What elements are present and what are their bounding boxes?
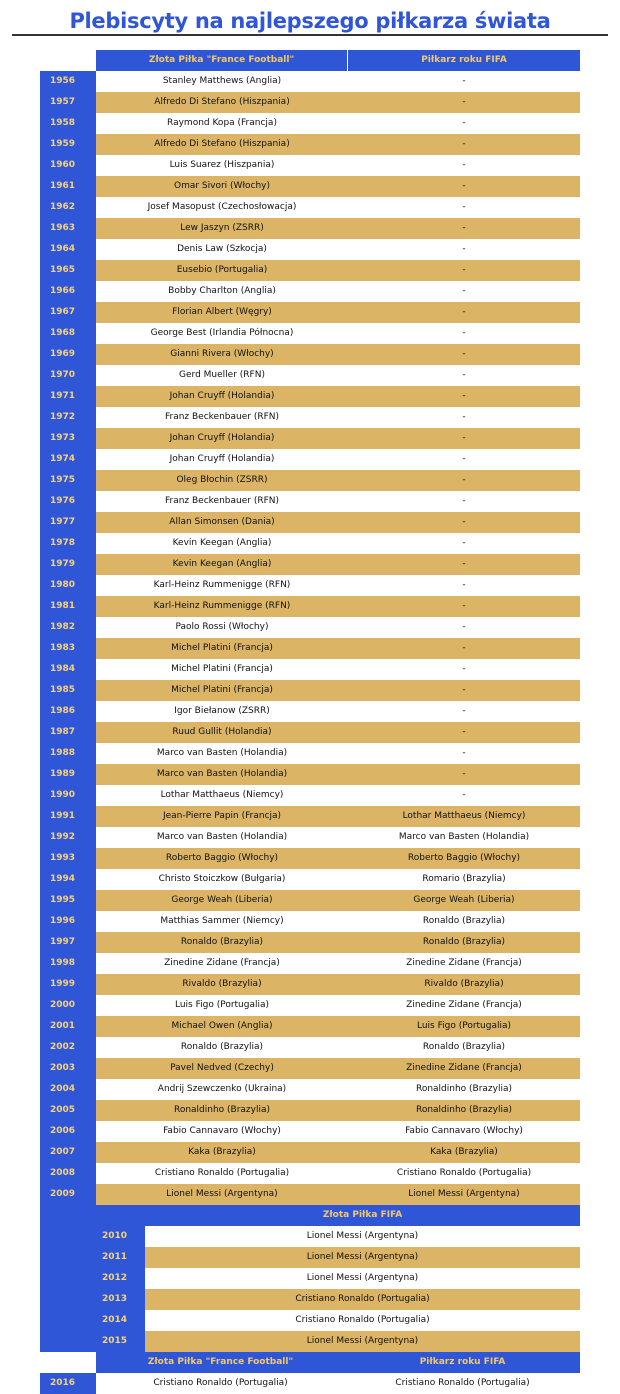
fifa-winner: Lothar Matthaeus (Niemcy): [348, 806, 580, 827]
ballon-dor-winner: Josef Masopust (Czechosłowacja): [96, 197, 348, 218]
year-cell: 1965: [40, 260, 96, 281]
ballon-dor-winner: Omar Sivori (Włochy): [96, 176, 348, 197]
fifa-winner: Ronaldo (Brazylia): [348, 1037, 580, 1058]
ballon-dor-winner: Rivaldo (Brazylia): [96, 974, 348, 995]
fifa-winner: Lionel Messi (Argentyna): [348, 1184, 580, 1205]
fifa-winner: -: [348, 743, 580, 764]
ballon-dor-winner: Pavel Nedved (Czechy): [96, 1058, 348, 1079]
ballon-dor-winner: Marco van Basten (Holandia): [96, 764, 348, 785]
ballon-dor-winner: Kevin Keegan (Anglia): [96, 533, 348, 554]
year-cell: 1996: [40, 911, 96, 932]
fifa-winner: -: [348, 470, 580, 491]
year-cell: 1995: [40, 890, 96, 911]
year-cell: 1993: [40, 848, 96, 869]
fifa-winner: Romario (Brazylia): [348, 869, 580, 890]
year-cell: 1961: [40, 176, 96, 197]
year-cell: 1998: [40, 953, 96, 974]
fifa-winner: Zinedine Zidane (Francja): [348, 1058, 580, 1079]
year-cell: 1957: [40, 92, 96, 113]
ballon-dor-winner: Roberto Baggio (Włochy): [96, 848, 348, 869]
merged-winner: Lionel Messi (Argentyna): [145, 1331, 580, 1352]
year-cell: 1964: [40, 239, 96, 260]
ballon-dor-winner: Karl-Heinz Rummenigge (RFN): [96, 575, 348, 596]
year-cell: 1970: [40, 365, 96, 386]
year-cell: 1989: [40, 764, 96, 785]
year-cell: 2012: [40, 1268, 145, 1289]
year-cell: 1979: [40, 554, 96, 575]
year-cell: 1978: [40, 533, 96, 554]
year-cell: 2000: [40, 995, 96, 1016]
ballon-dor-winner: Oleg Błochin (ZSRR): [96, 470, 348, 491]
fifa-winner: Ronaldinho (Brazylia): [348, 1079, 580, 1100]
ballon-dor-winner: Luis Suarez (Hiszpania): [96, 155, 348, 176]
year-cell: 2002: [40, 1037, 96, 1058]
fifa-winner: -: [348, 512, 580, 533]
ballon-dor-winner: Cristiano Ronaldo (Portugalia): [96, 1163, 348, 1184]
year-cell: 1969: [40, 344, 96, 365]
year-cell: 2016: [40, 1373, 96, 1394]
year-cell: 1983: [40, 638, 96, 659]
ballon-dor-winner: Johan Cruyff (Holandia): [96, 428, 348, 449]
year-cell: 1977: [40, 512, 96, 533]
header-fifa: Piłkarz roku FIFA: [345, 1352, 580, 1373]
merged-winner: Lionel Messi (Argentyna): [145, 1247, 580, 1268]
fifa-winner: -: [348, 575, 580, 596]
ballon-dor-winner: Matthias Sammer (Niemcy): [96, 911, 348, 932]
fifa-winner: Zinedine Zidane (Francja): [348, 995, 580, 1016]
year-cell: 2008: [40, 1163, 96, 1184]
ballon-dor-winner: Raymond Kopa (Francja): [96, 113, 348, 134]
year-cell: 1991: [40, 806, 96, 827]
merged-winner: Lionel Messi (Argentyna): [145, 1226, 580, 1247]
fifa-winner: -: [348, 554, 580, 575]
year-cell: 2003: [40, 1058, 96, 1079]
ballon-dor-winner: Stanley Matthews (Anglia): [96, 71, 348, 92]
fifa-winner: -: [348, 260, 580, 281]
merged-winner: Cristiano Ronaldo (Portugalia): [145, 1310, 580, 1331]
ballon-dor-winner: Paolo Rossi (Włochy): [96, 617, 348, 638]
ballon-dor-winner: Franz Beckenbauer (RFN): [96, 491, 348, 512]
ballon-dor-winner: Luis Figo (Portugalia): [96, 995, 348, 1016]
year-cell: 1984: [40, 659, 96, 680]
fifa-winner: Marco van Basten (Holandia): [348, 827, 580, 848]
fifa-winner: Cristiano Ronaldo (Portugalia): [345, 1373, 580, 1394]
year-cell: 1962: [40, 197, 96, 218]
fifa-winner: -: [348, 617, 580, 638]
year-cell: 2010: [40, 1226, 145, 1247]
ballon-dor-winner: Lew Jaszyn (ZSRR): [96, 218, 348, 239]
year-cell: 2014: [40, 1310, 145, 1331]
title-divider: [12, 34, 608, 36]
fifa-winner: George Weah (Liberia): [348, 890, 580, 911]
fifa-winner: -: [348, 764, 580, 785]
ballon-dor-winner: Eusebio (Portugalia): [96, 260, 348, 281]
fifa-winner: -: [348, 680, 580, 701]
ballon-dor-winner: Michel Platini (Francja): [96, 659, 348, 680]
year-cell: 1967: [40, 302, 96, 323]
year-cell: 1960: [40, 155, 96, 176]
fifa-winner: Fabio Cannavaro (Włochy): [348, 1121, 580, 1142]
fifa-winner: -: [348, 491, 580, 512]
ballon-dor-winner: Zinedine Zidane (Francja): [96, 953, 348, 974]
header-ballon-dor: Złota Piłka "France Football": [96, 1352, 345, 1373]
year-cell: 1959: [40, 134, 96, 155]
ballon-dor-winner: Christo Stoiczkow (Bułgaria): [96, 869, 348, 890]
ballon-dor-winner: George Best (Irlandia Północna): [96, 323, 348, 344]
year-cell: 1999: [40, 974, 96, 995]
fifa-winner: -: [348, 218, 580, 239]
fifa-winner: -: [348, 302, 580, 323]
year-cell: 1971: [40, 386, 96, 407]
fifa-winner: Rivaldo (Brazylia): [348, 974, 580, 995]
year-cell: 1986: [40, 701, 96, 722]
year-cell: 1981: [40, 596, 96, 617]
merged-header-strip: [40, 1205, 145, 1226]
fifa-winner: Roberto Baggio (Włochy): [348, 848, 580, 869]
fifa-winner: -: [348, 155, 580, 176]
merged-winner: Cristiano Ronaldo (Portugalia): [145, 1289, 580, 1310]
header-merged: Złota Piłka FIFA: [145, 1205, 580, 1226]
page-title: Plebiscyty na najlepszego piłkarza świata: [69, 9, 551, 33]
ballon-dor-winner: Michel Platini (Francja): [96, 638, 348, 659]
year-cell: 2009: [40, 1184, 96, 1205]
fifa-winner: -: [348, 638, 580, 659]
fifa-winner: Zinedine Zidane (Francja): [348, 953, 580, 974]
ballon-dor-winner: Cristiano Ronaldo (Portugalia): [96, 1373, 345, 1394]
year-cell: 1990: [40, 785, 96, 806]
fifa-winner: -: [348, 92, 580, 113]
ballon-dor-winner: Florian Albert (Węgry): [96, 302, 348, 323]
fifa-winner: -: [348, 596, 580, 617]
fifa-winner: -: [348, 176, 580, 197]
year-cell: 1974: [40, 449, 96, 470]
ballon-dor-winner: George Weah (Liberia): [96, 890, 348, 911]
fifa-winner: -: [348, 407, 580, 428]
fifa-winner: -: [348, 281, 580, 302]
year-cell: 1982: [40, 617, 96, 638]
fifa-winner: -: [348, 71, 580, 92]
year-cell: 1976: [40, 491, 96, 512]
ballon-dor-winner: Denis Law (Szkocja): [96, 239, 348, 260]
fifa-winner: -: [348, 533, 580, 554]
year-cell: 2001: [40, 1016, 96, 1037]
year-cell: 1973: [40, 428, 96, 449]
year-cell: 1988: [40, 743, 96, 764]
year-cell: 1975: [40, 470, 96, 491]
fifa-winner: -: [348, 785, 580, 806]
fifa-winner: -: [348, 701, 580, 722]
ballon-dor-winner: Igor Biełanow (ZSRR): [96, 701, 348, 722]
ballon-dor-winner: Gerd Mueller (RFN): [96, 365, 348, 386]
ballon-dor-winner: Franz Beckenbauer (RFN): [96, 407, 348, 428]
ballon-dor-winner: Alfredo Di Stefano (Hiszpania): [96, 92, 348, 113]
header-fifa: Piłkarz roku FIFA: [348, 50, 580, 71]
year-cell: 2004: [40, 1079, 96, 1100]
ballon-dor-winner: Lionel Messi (Argentyna): [96, 1184, 348, 1205]
year-cell: 1963: [40, 218, 96, 239]
year-cell: 1966: [40, 281, 96, 302]
fifa-winner: -: [348, 722, 580, 743]
fifa-winner: Ronaldo (Brazylia): [348, 932, 580, 953]
ballon-dor-winner: Karl-Heinz Rummenigge (RFN): [96, 596, 348, 617]
merged-winner: Lionel Messi (Argentyna): [145, 1268, 580, 1289]
fifa-winner: Ronaldo (Brazylia): [348, 911, 580, 932]
ballon-dor-winner: Gianni Rivera (Włochy): [96, 344, 348, 365]
ballon-dor-winner: Kaka (Brazylia): [96, 1142, 348, 1163]
ballon-dor-winner: Allan Simonsen (Dania): [96, 512, 348, 533]
ballon-dor-winner: Kevin Keegan (Anglia): [96, 554, 348, 575]
year-cell: 1994: [40, 869, 96, 890]
year-cell: 2005: [40, 1100, 96, 1121]
fifa-winner: -: [348, 365, 580, 386]
year-cell: 1956: [40, 71, 96, 92]
ballon-dor-winner: Ruud Gullit (Holandia): [96, 722, 348, 743]
ballon-dor-winner: Johan Cruyff (Holandia): [96, 449, 348, 470]
fifa-winner: -: [348, 197, 580, 218]
fifa-winner: -: [348, 659, 580, 680]
fifa-winner: Cristiano Ronaldo (Portugalia): [348, 1163, 580, 1184]
year-cell: 1972: [40, 407, 96, 428]
ballon-dor-winner: Ronaldo (Brazylia): [96, 932, 348, 953]
ballon-dor-winner: Michael Owen (Anglia): [96, 1016, 348, 1037]
ballon-dor-winner: Ronaldo (Brazylia): [96, 1037, 348, 1058]
year-cell: 1997: [40, 932, 96, 953]
ballon-dor-winner: Michel Platini (Francja): [96, 680, 348, 701]
year-cell: 2013: [40, 1289, 145, 1310]
fifa-winner: -: [348, 134, 580, 155]
ballon-dor-winner: Alfredo Di Stefano (Hiszpania): [96, 134, 348, 155]
ballon-dor-winner: Andrij Szewczenko (Ukraina): [96, 1079, 348, 1100]
fifa-winner: -: [348, 239, 580, 260]
year-cell: 1987: [40, 722, 96, 743]
fifa-winner: Kaka (Brazylia): [348, 1142, 580, 1163]
fifa-winner: -: [348, 344, 580, 365]
year-cell: 2007: [40, 1142, 96, 1163]
year-cell: 1992: [40, 827, 96, 848]
ballon-dor-winner: Ronaldinho (Brazylia): [96, 1100, 348, 1121]
ballon-dor-winner: Bobby Charlton (Anglia): [96, 281, 348, 302]
header-ballon-dor: Złota Piłka "France Football": [96, 50, 347, 71]
ballon-dor-winner: Marco van Basten (Holandia): [96, 827, 348, 848]
fifa-winner: -: [348, 323, 580, 344]
fifa-winner: -: [348, 428, 580, 449]
fifa-winner: Luis Figo (Portugalia): [348, 1016, 580, 1037]
year-cell: 2015: [40, 1331, 145, 1352]
year-cell: 1985: [40, 680, 96, 701]
fifa-winner: -: [348, 386, 580, 407]
fifa-winner: -: [348, 449, 580, 470]
year-cell: 1980: [40, 575, 96, 596]
fifa-winner: -: [348, 113, 580, 134]
ballon-dor-winner: Marco van Basten (Holandia): [96, 743, 348, 764]
ballon-dor-winner: Lothar Matthaeus (Niemcy): [96, 785, 348, 806]
year-cell: 2006: [40, 1121, 96, 1142]
fifa-winner: Ronaldinho (Brazylia): [348, 1100, 580, 1121]
year-cell: 2011: [40, 1247, 145, 1268]
ballon-dor-winner: Fabio Cannavaro (Włochy): [96, 1121, 348, 1142]
year-cell: 1968: [40, 323, 96, 344]
year-cell: 1958: [40, 113, 96, 134]
ballon-dor-winner: Jean-Pierre Papin (Francja): [96, 806, 348, 827]
ballon-dor-winner: Johan Cruyff (Holandia): [96, 386, 348, 407]
